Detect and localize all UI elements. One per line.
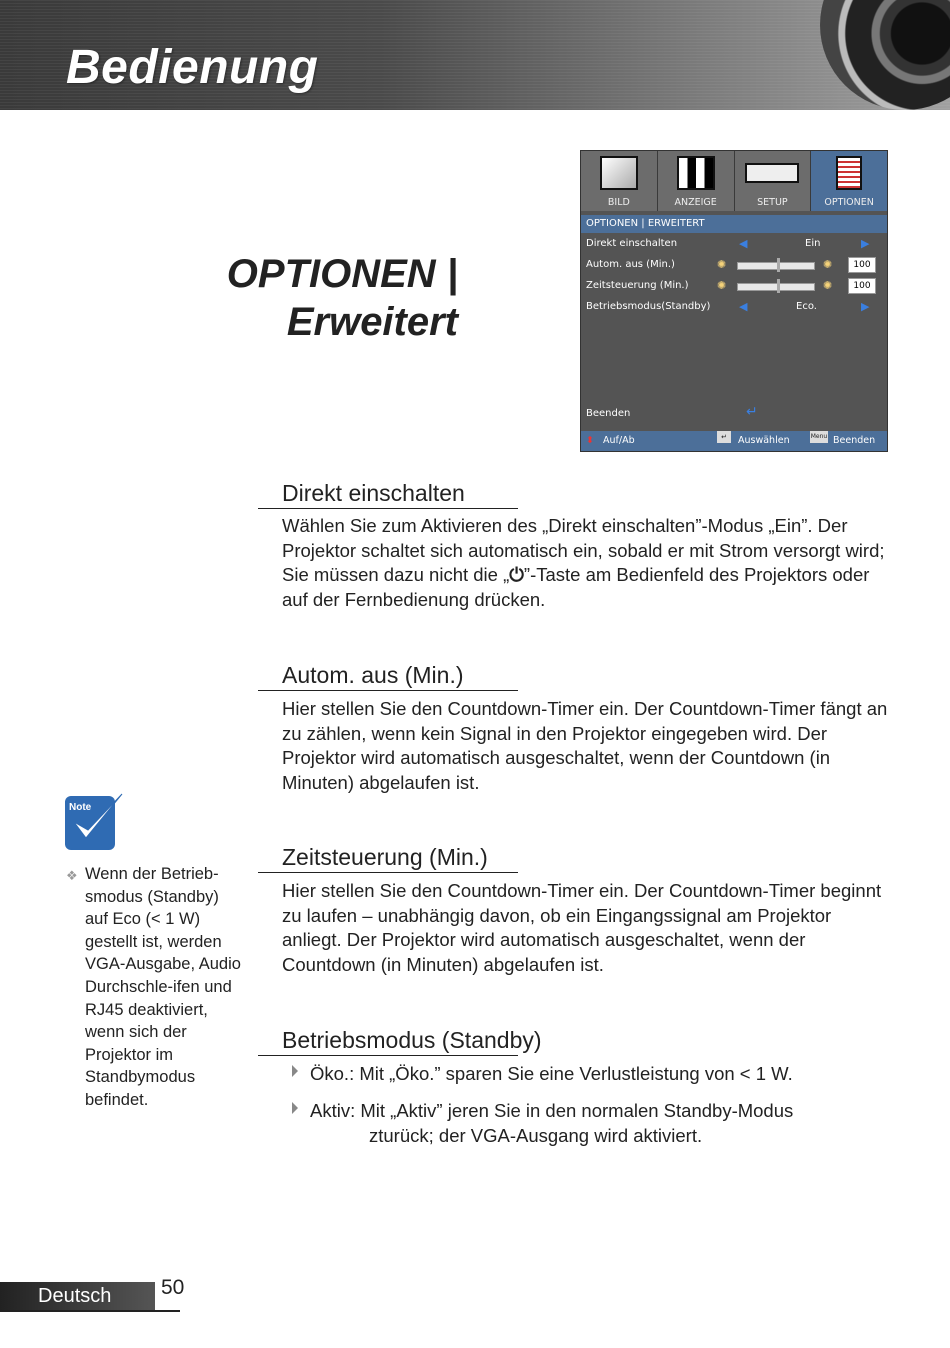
sun-small-icon: ✺ bbox=[717, 258, 727, 271]
osd-slider bbox=[737, 283, 815, 291]
diamond-bullet-icon: ❖ bbox=[66, 868, 78, 883]
osd-row-auto-off bbox=[581, 254, 887, 275]
bullet-text: Aktiv: Mit „Aktiv” jeren Sie in den normalen Standby-Modus bbox=[310, 1100, 794, 1121]
osd-slider-knob bbox=[777, 279, 780, 293]
osd-row-direct-power bbox=[581, 233, 887, 254]
osd-tab-setup bbox=[735, 151, 812, 211]
osd-tab-label: BILD bbox=[607, 197, 630, 208]
section-text-auto-off: Hier stellen Sie den Countdown-Timer ein. Der Countdown-Timer fängt an zu zählen, wenn kein Signal in den Projektor eingegeben wird. Der Projektor wird automatisch ausgeschaltet, wenn der Countdown (in Minuten) abgelaufen ist. bbox=[282, 698, 888, 793]
image-icon bbox=[600, 156, 638, 190]
bullet-triangle-icon bbox=[292, 1102, 298, 1114]
bullet-active bbox=[292, 1099, 793, 1148]
sun-large-icon: ✺ bbox=[823, 258, 833, 271]
osd-footer-updown: Auf/Ab bbox=[603, 435, 635, 446]
section-text-direct-power bbox=[282, 514, 892, 612]
bullet-text-continuation: zturück; der VGA-Ausgang wird aktiviert. bbox=[369, 1124, 703, 1146]
page-title-line1: OPTIONEN | bbox=[226, 252, 458, 296]
osd-row-label: Zeitsteuerung (Min.) bbox=[586, 280, 689, 291]
osd-row-label: Autom. aus (Min.) bbox=[586, 259, 675, 270]
osd-row-power-mode bbox=[581, 296, 887, 317]
osd-slider bbox=[737, 262, 815, 270]
note-badge-label: Note bbox=[69, 802, 92, 813]
section-heading-auto-off bbox=[258, 662, 558, 691]
section-heading-text: Direkt einschalten bbox=[282, 480, 465, 506]
heading-underline bbox=[258, 872, 518, 873]
osd-subtitle: OPTIONEN | ERWEITERT bbox=[581, 215, 887, 233]
section-heading-text: Betriebsmodus (Standby) bbox=[282, 1027, 542, 1053]
osd-row-value: Ein bbox=[805, 238, 821, 249]
osd-menu bbox=[580, 150, 888, 452]
osd-row-label: Direkt einschalten bbox=[586, 238, 678, 249]
osd-slider-knob bbox=[777, 258, 780, 272]
list-icon bbox=[836, 156, 862, 190]
page-title bbox=[190, 250, 458, 346]
footer-language: Deutsch bbox=[0, 1282, 155, 1310]
display-icon bbox=[677, 156, 715, 190]
osd-tab-bild bbox=[581, 151, 658, 211]
section-text-sleep-timer: Hier stellen Sie den Countdown-Timer ein. Der Countdown-Timer beginnt zu laufen – unabhängig davon, ob ein Eingangssignal am Projektor anliegt. Der Projektor wird automatisch ausgeschaltet, wenn der Countdown (in Minuten) abgelaufen ist. bbox=[282, 880, 882, 975]
enter-icon: ↵ bbox=[746, 404, 758, 420]
projector-icon bbox=[745, 163, 799, 183]
osd-row-sleep-timer bbox=[581, 275, 887, 296]
right-arrow-icon: ▶ bbox=[861, 237, 870, 250]
bullet-text: Öko.: Mit „Öko.” sparen Sie eine Verlustleistung von < 1 W. bbox=[310, 1063, 793, 1084]
osd-tab-optionen bbox=[811, 151, 887, 211]
heading-underline bbox=[258, 1055, 518, 1056]
header-banner bbox=[0, 0, 950, 110]
page-number: 50 bbox=[161, 1276, 185, 1299]
osd-tab-anzeige bbox=[658, 151, 735, 211]
right-arrow-icon: ▶ bbox=[861, 300, 870, 313]
note-box bbox=[66, 863, 246, 1112]
note-text: Wenn der Betrieb-smodus (Standby) auf Eco (< 1 W) gestellt ist, werden VGA-Ausgabe, Audio Durchschle-ifen und RJ45 deaktiviert, wenn sich der Projektor im Standbymodus befindet. bbox=[85, 865, 241, 1109]
osd-footer: ⬍ Auf/Ab ↵ Auswählen Menu Beenden bbox=[581, 431, 887, 451]
page-title-line2: Erweitert bbox=[286, 300, 458, 344]
sun-large-icon: ✺ bbox=[823, 279, 833, 292]
osd-row-label: Betriebsmodus(Standby) bbox=[586, 301, 711, 312]
sun-small-icon: ✺ bbox=[717, 279, 727, 292]
osd-row-value: 100 bbox=[848, 257, 876, 273]
header-title: Bedienung bbox=[66, 41, 319, 94]
left-arrow-icon: ◀ bbox=[739, 237, 748, 250]
osd-row-value: Eco. bbox=[796, 301, 817, 312]
osd-tab-label: OPTIONEN bbox=[824, 197, 874, 208]
bullet-triangle-icon bbox=[292, 1065, 298, 1077]
osd-tab-label: SETUP bbox=[757, 197, 788, 208]
osd-tab-label: ANZEIGE bbox=[674, 197, 717, 208]
section-heading-text: Zeitsteuerung (Min.) bbox=[282, 844, 488, 870]
projector-lens-image bbox=[820, 0, 950, 110]
footer-rule bbox=[0, 1310, 180, 1312]
section-text-part: ”-Taste am Bedienfeld des Projektors oder auf der Fernbedienung drücken. bbox=[282, 564, 870, 610]
osd-footer-select: Auswählen bbox=[738, 435, 790, 446]
up-down-icon: ⬍ bbox=[586, 435, 594, 446]
osd-tabs bbox=[581, 151, 887, 211]
section-heading-power-mode bbox=[258, 1027, 558, 1056]
left-arrow-icon: ◀ bbox=[739, 300, 748, 313]
osd-row-value: 100 bbox=[848, 278, 876, 294]
section-heading-direct-power bbox=[258, 480, 558, 509]
note-checkmark-icon bbox=[64, 790, 126, 852]
power-icon: ⏻ bbox=[509, 564, 524, 585]
section-text-part: Wählen Sie zum Aktivieren des „Direkt einschalten”-Modus „Ein”. Der Projektor schaltet sich automatisch ein, sobald er mit Strom versorgt wird; Sie müssen dazu nicht die „ bbox=[282, 515, 885, 585]
heading-underline bbox=[258, 508, 518, 509]
bullet-eco bbox=[292, 1062, 793, 1087]
osd-exit-label: Beenden bbox=[586, 408, 631, 419]
section-heading-sleep-timer bbox=[258, 844, 558, 873]
section-heading-text: Autom. aus (Min.) bbox=[282, 662, 464, 688]
heading-underline bbox=[258, 690, 518, 691]
osd-footer-exit: Beenden bbox=[833, 435, 876, 446]
